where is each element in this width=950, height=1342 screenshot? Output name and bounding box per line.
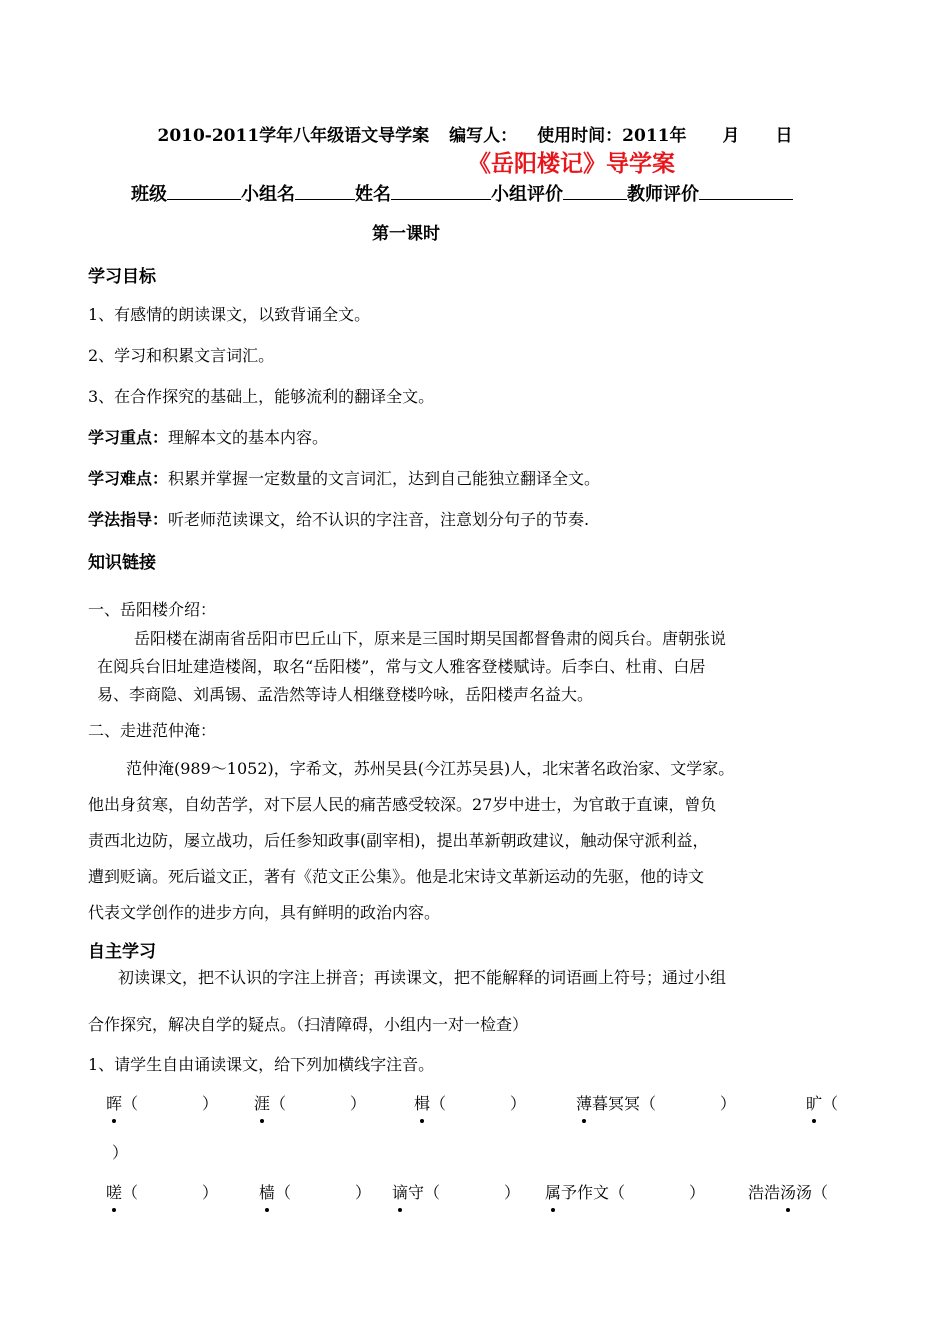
difficulty-label: 学习难点： bbox=[88, 469, 169, 488]
pinyin-item: 嗟（ ） bbox=[106, 1180, 218, 1203]
difficulty-text: 积累并掌握一定数量的文言词汇，达到自己能独立翻译全文。 bbox=[168, 469, 601, 488]
self-study-line: 初读课文，把不认识的字注上拼音；再读课文，把不能解释的词语画上符号；通过小组 bbox=[118, 968, 727, 987]
school-year: 2010-2011学年八年级语文导学案 bbox=[157, 126, 430, 146]
pinyin-item: 楫（ ） bbox=[414, 1091, 526, 1114]
section2-line: 他出身贫寒，自幼苦学，对下层人民的痛苦感受较深。27岁中进士，为官敢于直谏，曾负 bbox=[88, 795, 717, 814]
task1-instruction: 1、请学生自由诵读课文，给下列加横线字注音。 bbox=[88, 1055, 435, 1074]
pinyin-item: 晖（ ） bbox=[106, 1091, 218, 1114]
section1-line: 岳阳楼在湖南省岳阳市巴丘山下，原来是三国时期吴国都督鲁肃的阅兵台。唐朝张说 bbox=[134, 629, 727, 648]
time-label: 使用时间：2011年 bbox=[537, 126, 687, 146]
class-blank[interactable] bbox=[167, 181, 241, 200]
section1-title: 一、岳阳楼介绍： bbox=[88, 600, 217, 619]
group-eval-blank[interactable] bbox=[563, 181, 627, 200]
editor-label: 编写人： bbox=[449, 126, 518, 146]
section2-title: 二、走进范仲淹： bbox=[88, 721, 217, 740]
teacher-eval-label: 教师评价 bbox=[627, 184, 699, 205]
group-eval-label: 小组评价 bbox=[491, 184, 563, 205]
group-blank[interactable] bbox=[295, 181, 355, 200]
method-text: 听老师范读课文，给不认识的字注音，注意划分句子的节奏. bbox=[168, 510, 590, 529]
focus-text: 理解本文的基本内容。 bbox=[168, 428, 329, 447]
document-header bbox=[0, 121, 950, 146]
method-label: 学法指导： bbox=[88, 510, 169, 529]
objectives-heading: 学习目标 bbox=[88, 267, 156, 287]
objective-item: 2、学习和积累文言词汇。 bbox=[88, 346, 275, 365]
section1-line: 易、李商隐、刘禹锡、孟浩然等诗人相继登楼吟咏，岳阳楼声名益大。 bbox=[97, 685, 594, 704]
month-label: 月 bbox=[722, 126, 740, 146]
self-study-heading: 自主学习 bbox=[88, 942, 156, 962]
day-label: 日 bbox=[775, 126, 793, 146]
objective-item: 3、在合作探究的基础上，能够流利的翻译全文。 bbox=[88, 387, 435, 406]
method-line bbox=[88, 507, 589, 530]
group-label: 小组名 bbox=[241, 184, 295, 205]
pinyin-item: 浩浩汤汤（ bbox=[748, 1180, 828, 1203]
name-blank[interactable] bbox=[391, 181, 491, 200]
pinyin-item: 薄暮冥冥（ ） bbox=[576, 1091, 736, 1114]
focus-label: 学习重点： bbox=[88, 428, 169, 447]
class-label: 班级 bbox=[131, 184, 167, 205]
section2-line: 遭到贬谪。死后谥文正，著有《范文正公集》。他是北宋诗文革新运动的先驱，他的诗文 bbox=[88, 867, 705, 886]
lesson-title: 第一课时 bbox=[372, 224, 440, 244]
knowledge-heading: 知识链接 bbox=[88, 553, 156, 573]
objective-item: 1、有感情的朗读课文，以致背诵全文。 bbox=[88, 305, 371, 324]
pinyin-wrap: ） bbox=[112, 1143, 129, 1162]
self-study-line: 合作探究，解决自学的疑点。（扫清障碍，小组内一对一检查） bbox=[88, 1015, 529, 1034]
pinyin-item: 谪守（ ） bbox=[392, 1180, 520, 1203]
section2-line: 代表文学创作的进步方向，具有鲜明的政治内容。 bbox=[88, 903, 441, 922]
section1-line: 在阅兵台旧址建造楼阁，取名“岳阳楼”，常与文人雅客登楼赋诗。后李白、杜甫、白居 bbox=[97, 657, 706, 676]
name-label: 姓名 bbox=[355, 184, 391, 205]
pinyin-item: 旷（ bbox=[806, 1091, 838, 1114]
section2-line: 范仲淹(989～1052)，字希文，苏州吴县(今江苏吴县)人，北宋著名政治家、文学家。 bbox=[126, 759, 735, 778]
section2-line: 责西北边防，屡立战功，后任参知政事(副宰相)，提出革新朝政建议，触动保守派利益， bbox=[88, 831, 709, 850]
pinyin-item: 涯（ ） bbox=[254, 1091, 366, 1114]
focus-line bbox=[88, 425, 328, 448]
student-info-fields bbox=[131, 180, 793, 206]
pinyin-item: 属予作文（ ） bbox=[545, 1180, 705, 1203]
pinyin-item: 樯（ ） bbox=[259, 1180, 371, 1203]
difficulty-line bbox=[88, 466, 600, 489]
teacher-eval-blank[interactable] bbox=[699, 181, 793, 200]
page-title: 《岳阳楼记》导学案 bbox=[468, 151, 675, 177]
